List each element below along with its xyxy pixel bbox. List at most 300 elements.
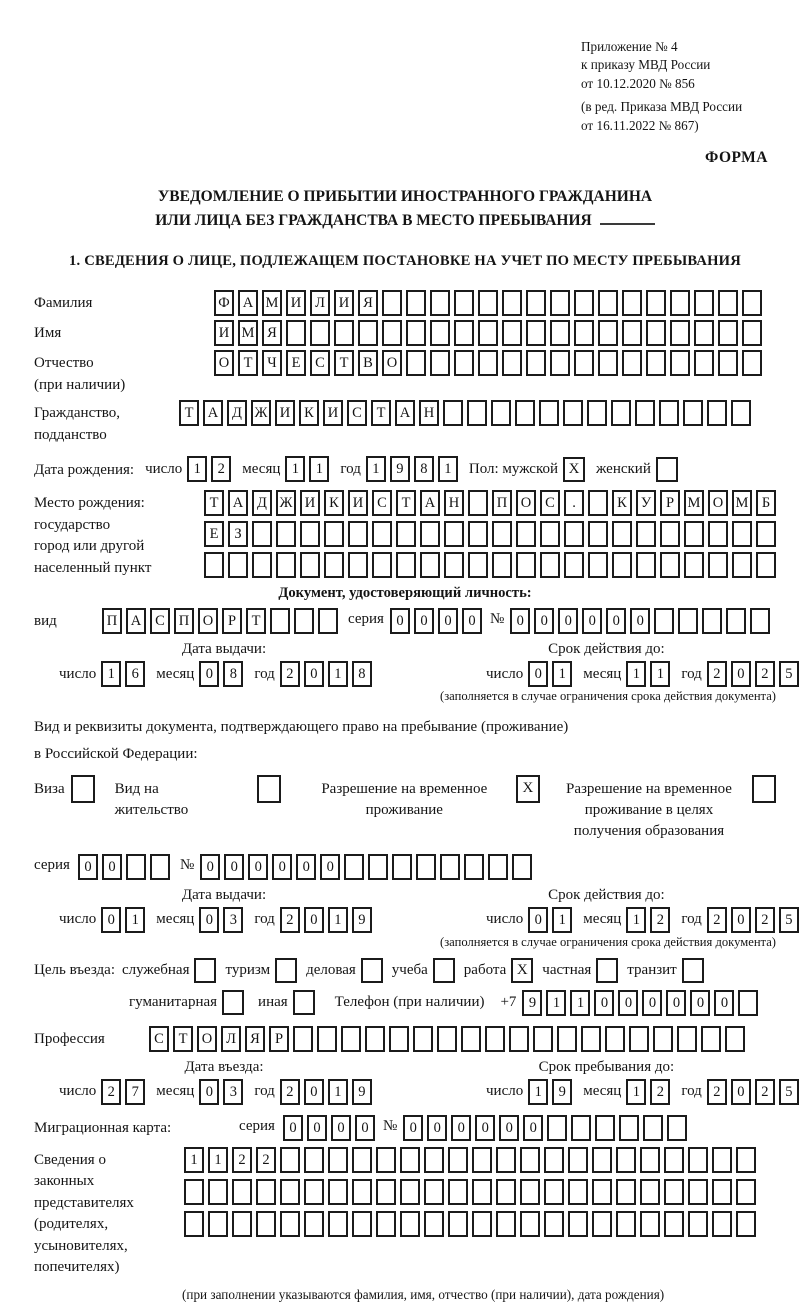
char-cell[interactable] <box>448 1179 468 1205</box>
char-cell[interactable] <box>424 1179 444 1205</box>
char-cell[interactable] <box>670 350 690 376</box>
char-cell[interactable] <box>256 1211 276 1237</box>
char-cell[interactable] <box>622 350 642 376</box>
char-cell[interactable] <box>492 552 512 578</box>
char-cell[interactable]: 5 <box>779 661 799 687</box>
char-cell[interactable] <box>636 521 656 547</box>
char-cell[interactable] <box>184 1179 204 1205</box>
char-cell[interactable]: 2 <box>101 1079 121 1105</box>
purpose-business-trip-checkbox[interactable] <box>194 958 216 983</box>
char-cell[interactable] <box>598 320 618 346</box>
char-cell[interactable]: 0 <box>731 661 751 687</box>
char-cell[interactable]: 9 <box>522 990 542 1016</box>
char-cell[interactable] <box>516 521 536 547</box>
char-cell[interactable] <box>424 1211 444 1237</box>
char-cell[interactable] <box>440 854 460 880</box>
char-cell[interactable] <box>684 552 704 578</box>
char-cell[interactable] <box>520 1179 540 1205</box>
char-cell[interactable] <box>568 1179 588 1205</box>
char-cell[interactable]: Я <box>262 320 282 346</box>
char-cell[interactable] <box>592 1147 612 1173</box>
char-cell[interactable] <box>725 1026 745 1052</box>
char-cell[interactable]: Б <box>756 490 776 516</box>
char-cell[interactable] <box>550 350 570 376</box>
char-cell[interactable]: 2 <box>707 1079 727 1105</box>
char-cell[interactable] <box>664 1179 684 1205</box>
char-cell[interactable]: 1 <box>101 661 121 687</box>
char-cell[interactable]: 0 <box>304 907 324 933</box>
char-cell[interactable]: К <box>324 490 344 516</box>
char-cell[interactable]: 1 <box>438 456 458 482</box>
char-cell[interactable]: Ф <box>214 290 234 316</box>
char-cell[interactable] <box>324 552 344 578</box>
char-cell[interactable]: И <box>275 400 295 426</box>
char-cell[interactable]: 0 <box>403 1115 423 1141</box>
char-cell[interactable] <box>750 608 770 634</box>
given-name-cells[interactable] <box>214 320 762 346</box>
char-cell[interactable]: 0 <box>606 608 626 634</box>
char-cell[interactable] <box>454 320 474 346</box>
char-cell[interactable]: 2 <box>280 1079 300 1105</box>
char-cell[interactable] <box>502 290 522 316</box>
char-cell[interactable] <box>653 1026 673 1052</box>
char-cell[interactable] <box>232 1211 252 1237</box>
char-cell[interactable] <box>502 320 522 346</box>
char-cell[interactable] <box>684 521 704 547</box>
char-cell[interactable] <box>444 552 464 578</box>
char-cell[interactable] <box>252 521 272 547</box>
char-cell[interactable]: 0 <box>528 907 548 933</box>
char-cell[interactable] <box>694 350 714 376</box>
char-cell[interactable]: О <box>382 350 402 376</box>
char-cell[interactable]: И <box>323 400 343 426</box>
char-cell[interactable] <box>468 521 488 547</box>
char-cell[interactable] <box>612 552 632 578</box>
stay-day-cells[interactable] <box>528 1079 572 1105</box>
char-cell[interactable] <box>736 1147 756 1173</box>
patronymic-cells[interactable] <box>214 350 762 376</box>
char-cell[interactable] <box>516 552 536 578</box>
char-cell[interactable] <box>496 1147 516 1173</box>
char-cell[interactable] <box>539 400 559 426</box>
char-cell[interactable]: Я <box>245 1026 265 1052</box>
char-cell[interactable] <box>568 1147 588 1173</box>
char-cell[interactable]: П <box>492 490 512 516</box>
char-cell[interactable]: 9 <box>390 456 410 482</box>
surname-cells[interactable] <box>214 290 762 316</box>
char-cell[interactable] <box>443 400 463 426</box>
char-cell[interactable]: 0 <box>475 1115 495 1141</box>
char-cell[interactable] <box>472 1211 492 1237</box>
char-cell[interactable]: 1 <box>570 990 590 1016</box>
expiry-month-cells[interactable] <box>626 661 670 687</box>
char-cell[interactable] <box>701 1026 721 1052</box>
char-cell[interactable] <box>520 1211 540 1237</box>
char-cell[interactable] <box>184 1211 204 1237</box>
visa-checkbox[interactable] <box>71 775 95 803</box>
char-cell[interactable]: 0 <box>523 1115 543 1141</box>
char-cell[interactable] <box>228 552 248 578</box>
doc-series-cells[interactable] <box>390 608 482 634</box>
char-cell[interactable]: 1 <box>208 1147 228 1173</box>
char-cell[interactable] <box>544 1147 564 1173</box>
char-cell[interactable] <box>509 1026 529 1052</box>
char-cell[interactable]: С <box>149 1026 169 1052</box>
char-cell[interactable] <box>276 521 296 547</box>
char-cell[interactable] <box>640 1179 660 1205</box>
char-cell[interactable] <box>304 1211 324 1237</box>
purpose-humanitarian-checkbox[interactable] <box>222 990 244 1015</box>
char-cell[interactable]: 1 <box>626 661 646 687</box>
char-cell[interactable] <box>547 1115 567 1141</box>
char-cell[interactable] <box>280 1211 300 1237</box>
char-cell[interactable]: Ж <box>251 400 271 426</box>
residence-expiry-month-cells[interactable] <box>626 907 670 933</box>
citizenship-cells[interactable] <box>179 400 751 426</box>
char-cell[interactable] <box>533 1026 553 1052</box>
char-cell[interactable]: 1 <box>546 990 566 1016</box>
char-cell[interactable]: А <box>395 400 415 426</box>
char-cell[interactable] <box>280 1179 300 1205</box>
char-cell[interactable] <box>461 1026 481 1052</box>
char-cell[interactable]: 1 <box>366 456 386 482</box>
char-cell[interactable] <box>520 1147 540 1173</box>
char-cell[interactable] <box>708 552 728 578</box>
char-cell[interactable] <box>540 521 560 547</box>
char-cell[interactable]: 0 <box>630 608 650 634</box>
char-cell[interactable]: Т <box>238 350 258 376</box>
char-cell[interactable]: С <box>150 608 170 634</box>
issue-year-cells[interactable] <box>280 661 372 687</box>
char-cell[interactable] <box>756 521 776 547</box>
char-cell[interactable] <box>568 1211 588 1237</box>
birth-place-row1[interactable] <box>204 490 776 516</box>
char-cell[interactable] <box>718 290 738 316</box>
birth-day-cells[interactable] <box>187 456 231 482</box>
char-cell[interactable] <box>677 1026 697 1052</box>
education-residence-checkbox[interactable] <box>752 775 776 803</box>
char-cell[interactable]: 2 <box>650 1079 670 1105</box>
char-cell[interactable]: 2 <box>232 1147 252 1173</box>
char-cell[interactable] <box>478 290 498 316</box>
char-cell[interactable] <box>718 350 738 376</box>
char-cell[interactable] <box>485 1026 505 1052</box>
char-cell[interactable] <box>544 1211 564 1237</box>
char-cell[interactable] <box>616 1211 636 1237</box>
char-cell[interactable] <box>400 1179 420 1205</box>
char-cell[interactable] <box>563 400 583 426</box>
char-cell[interactable]: Ч <box>262 350 282 376</box>
char-cell[interactable]: 0 <box>283 1115 303 1141</box>
char-cell[interactable] <box>574 350 594 376</box>
char-cell[interactable]: А <box>126 608 146 634</box>
residence-series-cells[interactable] <box>78 854 170 880</box>
char-cell[interactable] <box>328 1147 348 1173</box>
char-cell[interactable]: 0 <box>582 608 602 634</box>
char-cell[interactable]: 2 <box>755 661 775 687</box>
residence-permit-checkbox[interactable] <box>257 775 281 803</box>
char-cell[interactable]: 0 <box>199 907 219 933</box>
char-cell[interactable] <box>670 320 690 346</box>
char-cell[interactable]: 0 <box>320 854 340 880</box>
char-cell[interactable] <box>341 1026 361 1052</box>
char-cell[interactable] <box>683 400 703 426</box>
char-cell[interactable] <box>732 552 752 578</box>
purpose-transit-checkbox[interactable] <box>682 958 704 983</box>
char-cell[interactable]: 5 <box>779 907 799 933</box>
sex-female-checkbox[interactable] <box>656 457 678 482</box>
char-cell[interactable] <box>420 521 440 547</box>
char-cell[interactable] <box>616 1147 636 1173</box>
char-cell[interactable] <box>540 552 560 578</box>
char-cell[interactable]: Т <box>179 400 199 426</box>
char-cell[interactable]: Н <box>419 400 439 426</box>
char-cell[interactable] <box>294 608 314 634</box>
char-cell[interactable]: 6 <box>125 661 145 687</box>
char-cell[interactable] <box>708 521 728 547</box>
char-cell[interactable] <box>300 552 320 578</box>
char-cell[interactable] <box>496 1179 516 1205</box>
char-cell[interactable] <box>300 521 320 547</box>
stay-month-cells[interactable] <box>626 1079 670 1105</box>
char-cell[interactable] <box>252 552 272 578</box>
char-cell[interactable] <box>406 290 426 316</box>
doc-number-cells[interactable] <box>510 608 770 634</box>
char-cell[interactable] <box>581 1026 601 1052</box>
char-cell[interactable]: Л <box>310 290 330 316</box>
char-cell[interactable] <box>726 608 746 634</box>
char-cell[interactable]: 0 <box>642 990 662 1016</box>
char-cell[interactable]: 0 <box>666 990 686 1016</box>
sex-male-checkbox[interactable]: X <box>563 457 585 482</box>
char-cell[interactable] <box>270 608 290 634</box>
char-cell[interactable] <box>526 350 546 376</box>
char-cell[interactable] <box>612 521 632 547</box>
representatives-row3[interactable] <box>184 1211 756 1237</box>
char-cell[interactable] <box>430 320 450 346</box>
char-cell[interactable] <box>756 552 776 578</box>
char-cell[interactable] <box>396 552 416 578</box>
char-cell[interactable] <box>324 521 344 547</box>
char-cell[interactable] <box>611 400 631 426</box>
char-cell[interactable] <box>515 400 535 426</box>
char-cell[interactable] <box>654 608 674 634</box>
char-cell[interactable]: 0 <box>102 854 122 880</box>
char-cell[interactable]: А <box>203 400 223 426</box>
migration-series-cells[interactable] <box>283 1115 375 1141</box>
char-cell[interactable]: 2 <box>280 907 300 933</box>
birth-place-row2[interactable] <box>204 521 776 547</box>
char-cell[interactable] <box>619 1115 639 1141</box>
char-cell[interactable] <box>598 290 618 316</box>
char-cell[interactable] <box>512 854 532 880</box>
birth-place-row3[interactable] <box>204 552 776 578</box>
char-cell[interactable]: Р <box>660 490 680 516</box>
char-cell[interactable]: С <box>540 490 560 516</box>
char-cell[interactable]: 0 <box>248 854 268 880</box>
char-cell[interactable] <box>488 854 508 880</box>
char-cell[interactable] <box>592 1211 612 1237</box>
char-cell[interactable] <box>406 350 426 376</box>
char-cell[interactable] <box>635 400 655 426</box>
char-cell[interactable] <box>280 1147 300 1173</box>
char-cell[interactable] <box>467 400 487 426</box>
expiry-day-cells[interactable] <box>528 661 572 687</box>
issue-month-cells[interactable] <box>199 661 243 687</box>
char-cell[interactable] <box>496 1211 516 1237</box>
char-cell[interactable] <box>256 1179 276 1205</box>
char-cell[interactable] <box>382 320 402 346</box>
residence-issue-month-cells[interactable] <box>199 907 243 933</box>
char-cell[interactable]: 1 <box>187 456 207 482</box>
char-cell[interactable] <box>382 290 402 316</box>
char-cell[interactable]: 1 <box>528 1079 548 1105</box>
char-cell[interactable] <box>304 1179 324 1205</box>
char-cell[interactable]: 0 <box>199 1079 219 1105</box>
char-cell[interactable] <box>286 320 306 346</box>
char-cell[interactable] <box>126 854 146 880</box>
char-cell[interactable]: 0 <box>199 661 219 687</box>
purpose-tourism-checkbox[interactable] <box>275 958 297 983</box>
char-cell[interactable]: О <box>197 1026 217 1052</box>
char-cell[interactable] <box>622 290 642 316</box>
char-cell[interactable]: 2 <box>256 1147 276 1173</box>
purpose-other-checkbox[interactable] <box>293 990 315 1015</box>
char-cell[interactable]: К <box>299 400 319 426</box>
char-cell[interactable] <box>348 521 368 547</box>
char-cell[interactable] <box>502 350 522 376</box>
purpose-study-checkbox[interactable] <box>433 958 455 983</box>
char-cell[interactable] <box>448 1211 468 1237</box>
char-cell[interactable]: 2 <box>280 661 300 687</box>
char-cell[interactable] <box>150 854 170 880</box>
char-cell[interactable]: 0 <box>528 661 548 687</box>
char-cell[interactable]: Ж <box>276 490 296 516</box>
char-cell[interactable]: 0 <box>307 1115 327 1141</box>
char-cell[interactable] <box>688 1147 708 1173</box>
char-cell[interactable] <box>392 854 412 880</box>
char-cell[interactable] <box>640 1147 660 1173</box>
char-cell[interactable]: 2 <box>755 907 775 933</box>
char-cell[interactable]: Я <box>358 290 378 316</box>
char-cell[interactable] <box>731 400 751 426</box>
char-cell[interactable]: 5 <box>779 1079 799 1105</box>
char-cell[interactable] <box>592 1179 612 1205</box>
char-cell[interactable]: 0 <box>304 661 324 687</box>
char-cell[interactable] <box>400 1211 420 1237</box>
char-cell[interactable] <box>564 552 584 578</box>
char-cell[interactable]: М <box>262 290 282 316</box>
char-cell[interactable]: 1 <box>626 907 646 933</box>
char-cell[interactable] <box>376 1147 396 1173</box>
char-cell[interactable] <box>564 521 584 547</box>
char-cell[interactable] <box>622 320 642 346</box>
char-cell[interactable]: 9 <box>352 1079 372 1105</box>
char-cell[interactable]: . <box>564 490 584 516</box>
char-cell[interactable] <box>646 320 666 346</box>
char-cell[interactable]: Е <box>204 521 224 547</box>
entry-month-cells[interactable] <box>199 1079 243 1105</box>
char-cell[interactable]: В <box>358 350 378 376</box>
char-cell[interactable] <box>358 320 378 346</box>
char-cell[interactable]: И <box>300 490 320 516</box>
char-cell[interactable] <box>420 552 440 578</box>
char-cell[interactable]: А <box>238 290 258 316</box>
char-cell[interactable] <box>712 1179 732 1205</box>
char-cell[interactable] <box>678 608 698 634</box>
char-cell[interactable] <box>742 350 762 376</box>
char-cell[interactable] <box>588 490 608 516</box>
char-cell[interactable]: 0 <box>714 990 734 1016</box>
char-cell[interactable]: О <box>198 608 218 634</box>
char-cell[interactable] <box>430 350 450 376</box>
char-cell[interactable] <box>204 552 224 578</box>
char-cell[interactable]: 8 <box>352 661 372 687</box>
char-cell[interactable] <box>328 1211 348 1237</box>
char-cell[interactable] <box>492 521 512 547</box>
char-cell[interactable]: 3 <box>223 1079 243 1105</box>
purpose-business-checkbox[interactable] <box>361 958 383 983</box>
issue-day-cells[interactable] <box>101 661 145 687</box>
char-cell[interactable] <box>574 290 594 316</box>
char-cell[interactable]: И <box>334 290 354 316</box>
char-cell[interactable] <box>688 1179 708 1205</box>
char-cell[interactable] <box>352 1147 372 1173</box>
char-cell[interactable] <box>526 320 546 346</box>
char-cell[interactable]: У <box>636 490 656 516</box>
purpose-work-checkbox[interactable]: X <box>511 958 533 983</box>
char-cell[interactable] <box>605 1026 625 1052</box>
char-cell[interactable] <box>574 320 594 346</box>
char-cell[interactable] <box>702 608 722 634</box>
char-cell[interactable] <box>376 1179 396 1205</box>
char-cell[interactable]: 1 <box>184 1147 204 1173</box>
char-cell[interactable]: 0 <box>272 854 292 880</box>
char-cell[interactable]: 0 <box>731 1079 751 1105</box>
char-cell[interactable] <box>557 1026 577 1052</box>
char-cell[interactable]: Л <box>221 1026 241 1052</box>
char-cell[interactable]: И <box>348 490 368 516</box>
char-cell[interactable] <box>454 350 474 376</box>
char-cell[interactable]: 0 <box>731 907 751 933</box>
char-cell[interactable] <box>468 552 488 578</box>
char-cell[interactable] <box>400 1147 420 1173</box>
char-cell[interactable]: 0 <box>355 1115 375 1141</box>
char-cell[interactable]: 2 <box>707 661 727 687</box>
char-cell[interactable]: Д <box>252 490 272 516</box>
char-cell[interactable]: 8 <box>223 661 243 687</box>
char-cell[interactable]: 0 <box>331 1115 351 1141</box>
char-cell[interactable] <box>365 1026 385 1052</box>
char-cell[interactable]: 1 <box>328 907 348 933</box>
char-cell[interactable]: 1 <box>309 456 329 482</box>
char-cell[interactable]: С <box>347 400 367 426</box>
representatives-row2[interactable] <box>184 1179 756 1205</box>
representatives-row1[interactable] <box>184 1147 756 1173</box>
char-cell[interactable]: Т <box>371 400 391 426</box>
char-cell[interactable]: 0 <box>558 608 578 634</box>
char-cell[interactable] <box>478 350 498 376</box>
char-cell[interactable]: М <box>238 320 258 346</box>
char-cell[interactable]: Н <box>444 490 464 516</box>
char-cell[interactable]: К <box>612 490 632 516</box>
char-cell[interactable] <box>334 320 354 346</box>
char-cell[interactable]: 0 <box>510 608 530 634</box>
char-cell[interactable] <box>344 854 364 880</box>
char-cell[interactable]: О <box>516 490 536 516</box>
char-cell[interactable] <box>588 521 608 547</box>
char-cell[interactable] <box>660 552 680 578</box>
